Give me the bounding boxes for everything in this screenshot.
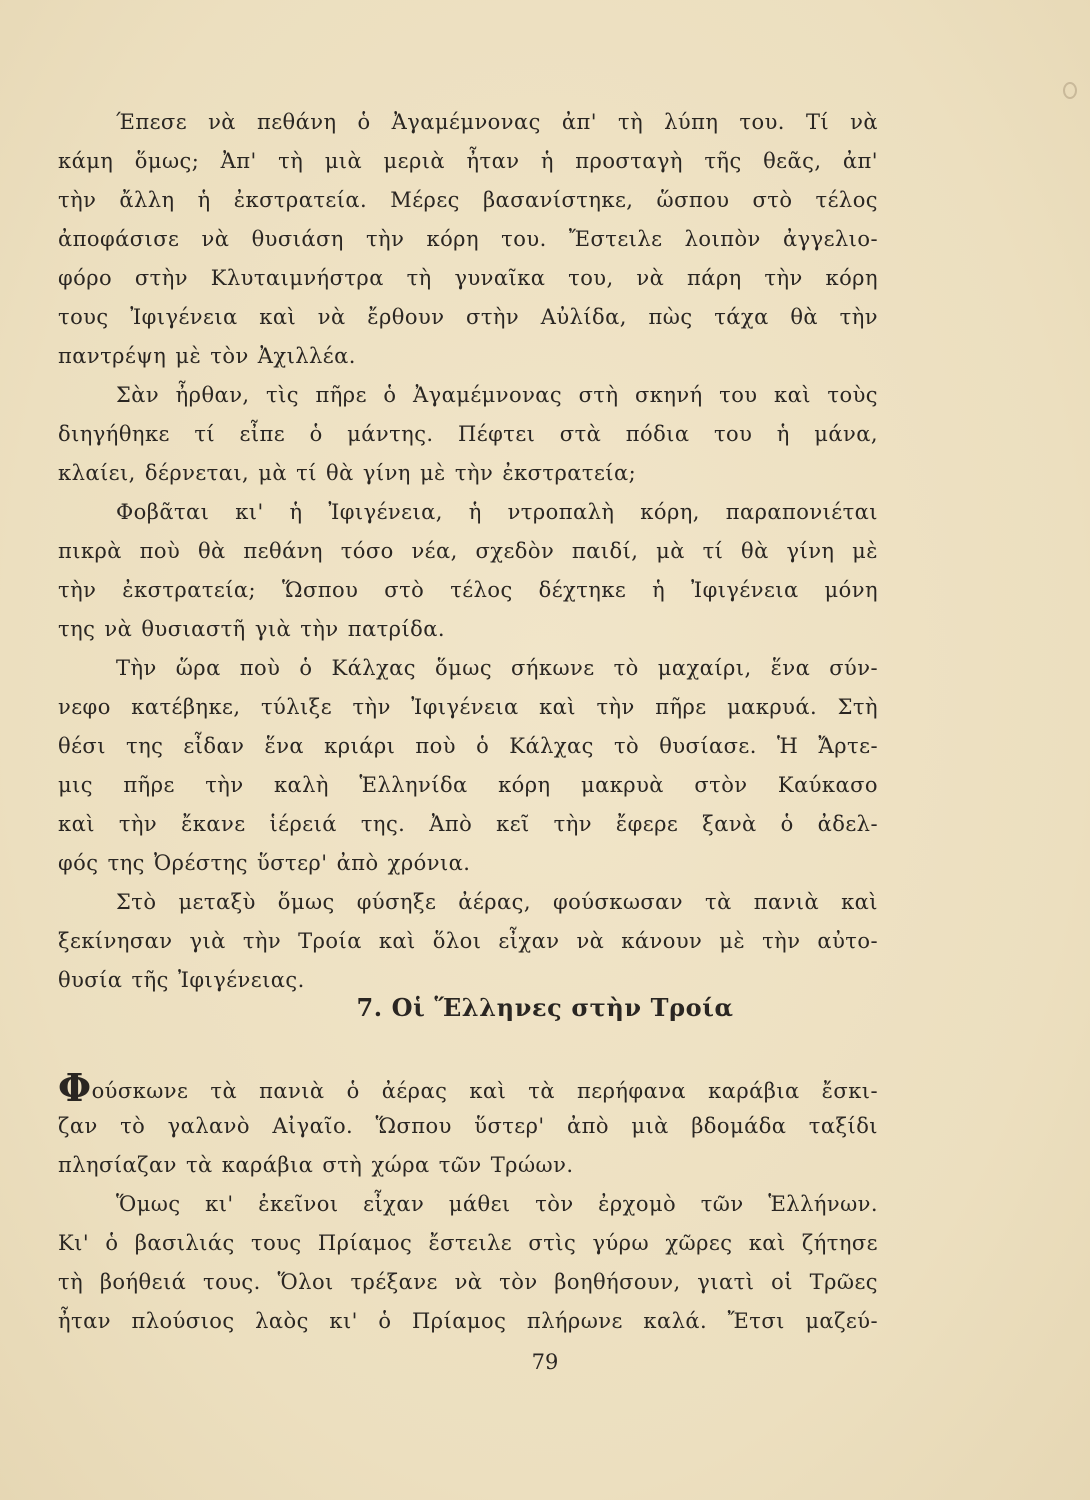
text-line: πικρὰ ποὺ θὰ πεθάνη τόσο νέα, σχεδὸν παιδί, μὰ τί θὰ γίνη μὲ [58, 539, 878, 563]
text-line: φός της Ὀρέστης ὕστερ' ἀπὸ χρόνια. [58, 851, 471, 875]
section-2-text [58, 1068, 878, 1341]
text-line: ζαν τὸ γαλανὸ Αἰγαῖο. Ὥσπου ὕστερ' ἀπὸ μιὰ βδομάδα ταξίδι [58, 1114, 878, 1138]
text-line: της νὰ θυσιαστῆ γιὰ τὴν πατρίδα. [58, 617, 445, 641]
text-line: ἀποφάσισε νὰ θυσιάση τὴν κόρη του. Ἔστειλε λοιπὸν ἀγγελιο- [58, 227, 878, 251]
text-line: θυσία τῆς Ἰφιγένειας. [58, 968, 305, 992]
drop-cap: Φ [58, 1068, 92, 1107]
text-line: ξεκίνησαν γιὰ τὴν Τροία καὶ ὅλοι εἶχαν νὰ κάνουν μὲ τὴν αὐτο- [58, 929, 878, 953]
text-line: Τὴν ὥρα ποὺ ὁ Κάλχας ὅμως σήκωνε τὸ μαχαίρι, ἕνα σύν- [116, 656, 878, 680]
text-line: τὴν ἐκστρατεία; Ὥσπου στὸ τέλος δέχτηκε ἡ Ἰφιγένεια μόνη [58, 578, 878, 602]
text-line: ούσκωνε τὰ πανιὰ ὁ ἀέρας καὶ τὰ περήφανα καράβια ἔσκι- [91, 1079, 878, 1103]
text-line: ἦταν πλούσιος λαὸς κι' ὁ Πρίαμος πλήρωνε καλά. Ἔτσι μαζεύ- [58, 1309, 878, 1333]
text-line: κάμη ὅμως; Ἀπ' τὴ μιὰ μεριὰ ἦταν ἡ προσταγὴ τῆς θεᾶς, ἀπ' [58, 149, 878, 173]
text-line: Κι' ὁ βασιλιάς τους Πρίαμος ἔστειλε στὶς γύρω χῶρες καὶ ζήτησε [58, 1231, 878, 1255]
text-line-with-dropcap [58, 1068, 878, 1107]
text-line: μις πῆρε τὴν καλὴ Ἑλληνίδα κόρη μακρυὰ στὸν Καύκασο [58, 773, 878, 797]
text-line: Σὰν ἦρθαν, τὶς πῆρε ὁ Ἀγαμέμνονας στὴ σκηνή του καὶ τοὺς [116, 383, 878, 407]
text-line: θέσι της εἶδαν ἕνα κριάρι ποὺ ὁ Κάλχας τὸ θυσίασε. Ἡ Ἄρτε- [58, 734, 878, 758]
paper-mark [1063, 82, 1077, 99]
text-line: φόρο στὴν Κλυταιμνήστρα τὴ γυναῖκα του, νὰ πάρη τὴν κόρη [58, 266, 878, 290]
text-line: τους Ἰφιγένεια καὶ νὰ ἔρθουν στὴν Αὐλίδα, πὼς τάχα θὰ τὴν [58, 305, 878, 329]
section-title: 7. Οἱ Ἕλληνες στὴν Τροία [356, 993, 734, 1022]
text-line: τὴν ἄλλη ἡ ἐκστρατεία. Μέρες βασανίστηκε, ὥσπου στὸ τέλος [58, 188, 878, 212]
section-1-text [58, 103, 878, 1000]
text-line: κλαίει, δέρνεται, μὰ τί θὰ γίνη μὲ τὴν ἐκστρατεία; [58, 461, 637, 485]
text-line: νεφο κατέβηκε, τύλιξε τὴν Ἰφιγένεια καὶ τὴν πῆρε μακρυά. Στὴ [58, 695, 878, 719]
text-line: Στὸ μεταξὺ ὅμως φύσηξε ἀέρας, φούσκωσαν τὰ πανιὰ καὶ [116, 890, 878, 914]
text-line: τὴ βοήθειά τους. Ὅλοι τρέξανε νὰ τὸν βοηθήσουν, γιατὶ οἱ Τρῶες [58, 1270, 878, 1294]
text-line: παντρέψη μὲ τὸν Ἀχιλλέα. [58, 344, 356, 368]
text-line: Ὅμως κι' ἐκεῖνοι εἶχαν μάθει τὸν ἐρχομὸ τῶν Ἑλλήνων. [116, 1192, 878, 1216]
text-line: πλησίαζαν τὰ καράβια στὴ χώρα τῶν Τρώων. [58, 1153, 574, 1177]
page-number: 79 [531, 1350, 559, 1374]
text-line: διηγήθηκε τί εἶπε ὁ μάντης. Πέφτει στὰ πόδια του ἡ μάνα, [58, 422, 878, 446]
text-line: Φοβᾶται κι' ἡ Ἰφιγένεια, ἡ ντροπαλὴ κόρη, παραπονιέται [116, 500, 878, 524]
text-line: καὶ τὴν ἔκανε ἱέρειά της. Ἀπὸ κεῖ τὴν ἔφερε ξανὰ ὁ ἀδελ- [58, 812, 878, 836]
text-line: Έπεσε νὰ πεθάνη ὁ Ἀγαμέμνονας ἀπ' τὴ λύπη του. Τί νὰ [116, 110, 878, 134]
